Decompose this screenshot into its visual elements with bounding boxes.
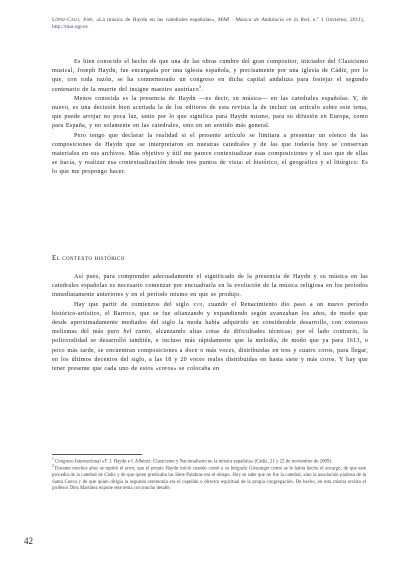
footnote-1-text: Congreso Internacional «F. J. Haydn e I. Albéniz: Clasicismo y Nacionalismo en la música española» (Cádiz, 21 y 22 de noviembre de 2009). <box>54 459 333 465</box>
running-header <box>52 17 364 31</box>
section-heading: El contexto histórico <box>52 254 125 262</box>
footnotes <box>52 459 366 493</box>
history-paragraph-2-part-a: Hay que partir de comienzos del siglo <box>74 301 194 308</box>
footnote-2 <box>52 466 366 493</box>
century-numeral: xvii <box>193 301 203 308</box>
intro-text <box>52 58 368 178</box>
intro-paragraph-1 <box>52 58 368 95</box>
header-url-link[interactable]: http://mar.ugr.es <box>52 24 88 30</box>
intro-paragraph-1-end: . <box>201 86 204 93</box>
history-text <box>52 273 368 374</box>
history-paragraph-2 <box>52 301 368 375</box>
footnote-ref-1[interactable]: 1 <box>198 83 202 89</box>
header-article: , «La música de Haydn en las catedrales españolas», <box>92 17 218 23</box>
footnote-1 <box>52 457 366 469</box>
history-paragraph-2-part-c: , alcanzando altas cotas de dificultades técnicas; por el lado contrario, la policoralidad se desarrolló también, e incluso más rápidamente que la melodía, de modo que ya para 1613, o poco más tarde, se encuentran composiciones a doce o más voces, distribuidas en tres y cuatro coros, para llegar, en los últimos decenios del siglo, a las 18 y 20 voces reales distribuidas en hasta siete y más coros. Y hay que tener presente que cada uno de estos «coros» se colocaba en <box>52 329 368 373</box>
page-number: 42 <box>24 536 33 546</box>
footnote-divider <box>52 454 142 455</box>
history-paragraph-1: Así pues, para comprender adecuadamente el significado de la presencia de Haydn y su música en las catedrales españolas es necesario comenzar por encuadrarla en la evolución de la música religiosa en los períodos inmediatamente anteriores y en el período mismo en que se produjo. <box>52 274 368 299</box>
header-journal: MAR · Música de Andalucía en la Red <box>217 17 310 23</box>
history-paragraph-2-part-b: , cuando el Renacimiento dio paso a un nuevo período histórico-artístico, el Barroco, que se fue afianzando y expandiendo según avanzaban los años, de modo que desde aproximadamente mediados del siglo la moda había adquirido un considerable desarrollo, con extensos melismas del más puro <box>52 301 368 336</box>
footnote-1-number: 1 <box>52 457 54 461</box>
intro-paragraph-3: Pero tengo que declarar la realidad si el presente artículo se limitara a presentar un elenco de las composiciones de Haydn que se interpretaron en nuestras catedrales y de las que todavía hoy se conservan materiales en sus archivos. Más objetivo y útil me parece contextualizar esas composiciones y el uso que de ellas se hacía, y realizar esa contextualización desde tres puntos de vista: el histórico, el geográfico y el litúrgico. Es lo que me propongo hacer. <box>52 132 368 176</box>
header-issue: , n.º 1 (invierno, 2011), <box>309 17 364 23</box>
footnote-2-text: Durante muchos años se repitió el error, que el propio Haydn inició cuando contó a su biógrafo Griesinger como se le había hecho el encargo, de que este procedía de la catedral de Cádiz y de que quien predicaba las Siete Palabras era el obispo. Hoy se sabe que no fue la catedral, sino la asociación piadosa de la Santa Cueva y de que quien dirigía la segunda ceremonia era el capellán o director espiritual de la propia congregación. De hecho, en esta misma revista el profesor Díez Martínez expone este tema con mucho detalle. <box>52 466 366 492</box>
header-author: López-Calo, José <box>52 17 93 23</box>
bel-canto-term: bel canto <box>123 329 151 336</box>
footnote-2-number: 2 <box>52 464 54 469</box>
intro-paragraph-2: Menos conocida es la presencia de Haydn —es decir, su música— en las catedrales españolas. Y, de nuevo, es una decisión bien acertada la de los editores de esta revista la de incluir un artículo sobre este tema, que puede arrojar no poca luz, tanto por lo que significa para Haydn mismo, para su difusión en Europa, como para España, y no solamente en las catedrales, sino en un sentido más general. <box>52 95 368 130</box>
intro-paragraph-1-text: Es bien conocido el hecho de que una de las obras cumbre del gran compositor, iniciador del Clasicismo musical, Joseph Haydn, fue encargada por una iglesia española, y precisamente por una iglesia de Cádiz, por lo que, con toda razón, se ha conmemorado un congreso en dicha capital andaluza para festejar el segundo centenario de la muerte del insigne maestro austríaco <box>52 59 368 93</box>
